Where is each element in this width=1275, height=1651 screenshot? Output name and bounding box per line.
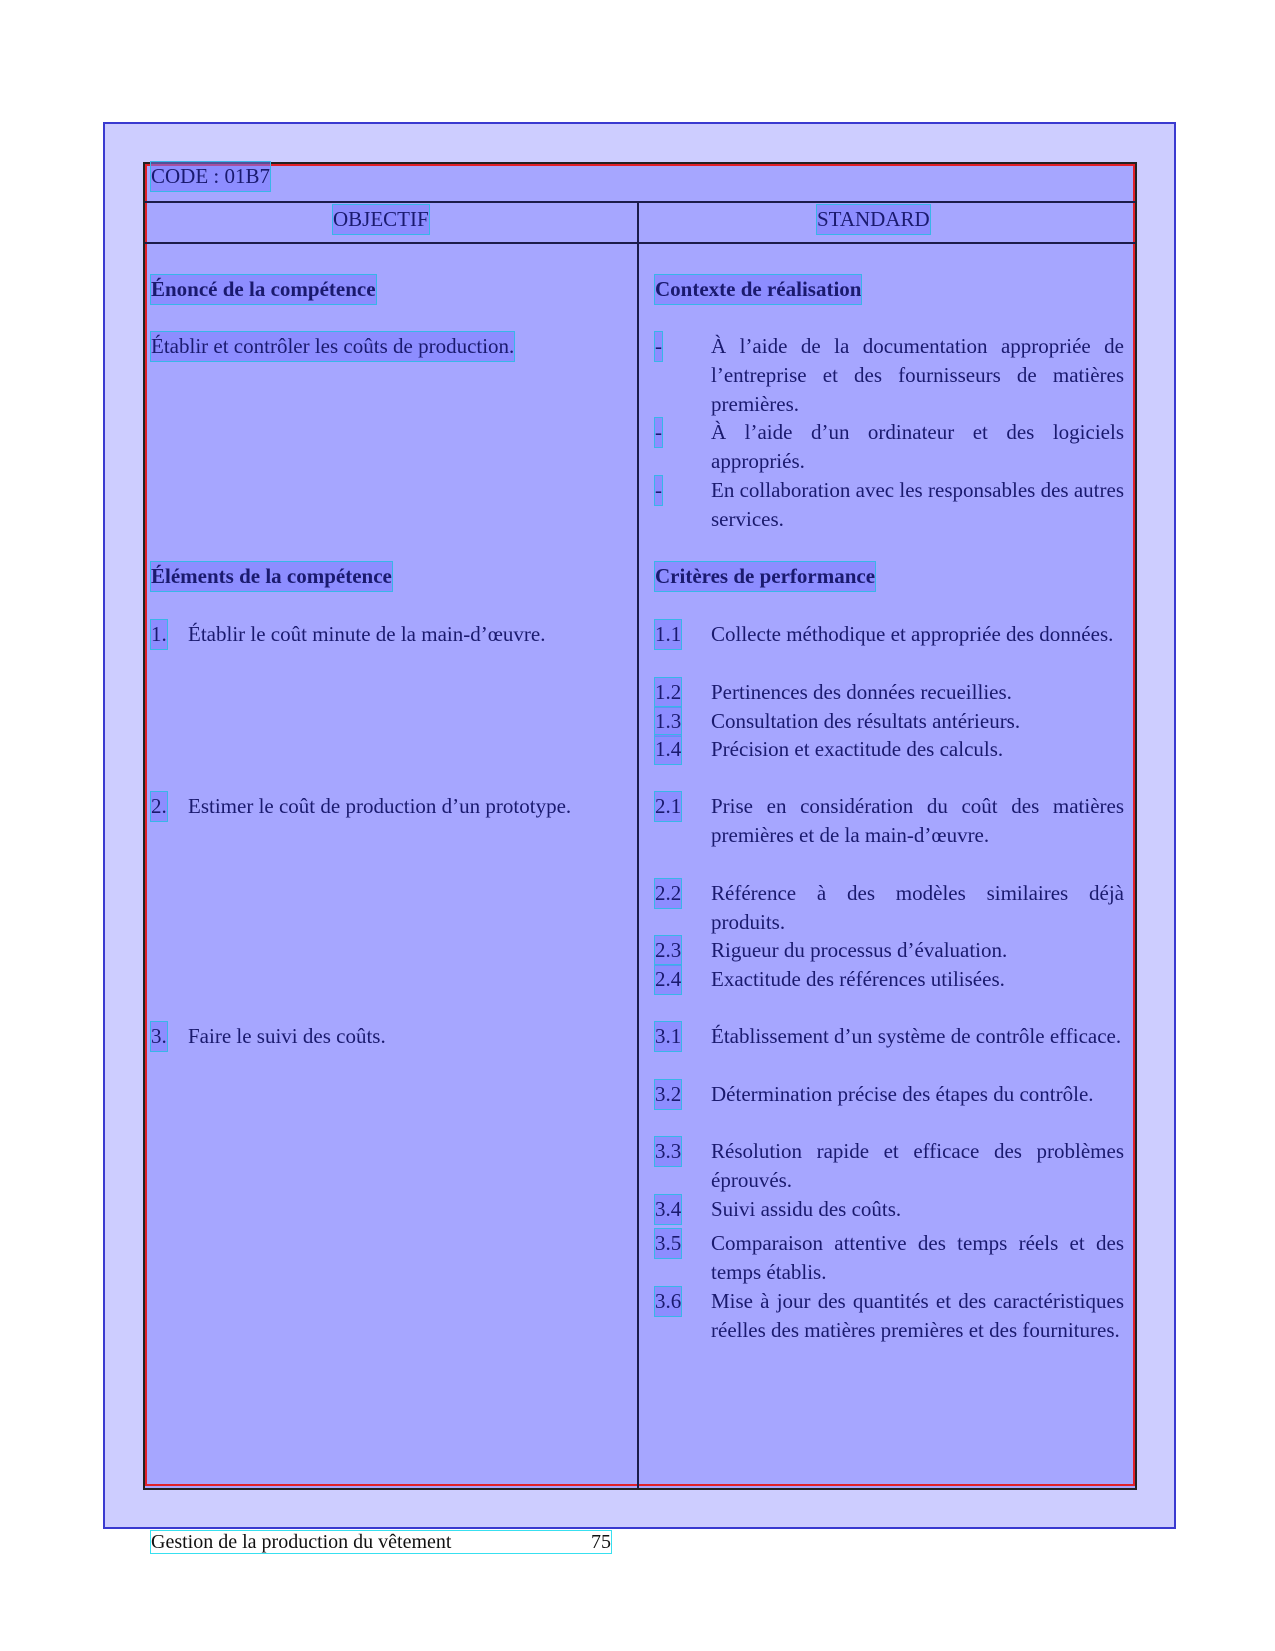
critere-text: Comparaison attentive des temps réels et des temps établis. [711,1231,1124,1284]
critere-text: Exactitude des références utilisées. [711,967,1005,991]
element-text: Estimer le coût de production d’un prototype. [188,794,572,818]
critere-number: 2.4 [655,965,681,994]
critere-text: Établissement d’un système de contrôle efficace. [711,1024,1122,1048]
contexte-bullet: - [655,332,662,361]
enonce-title: Énoncé de la compétence [151,275,376,304]
header-standard: STANDARD [817,205,930,234]
critere-text: Consultation des résultats antérieurs. [711,709,1021,733]
critere-number: 3.5 [655,1229,681,1258]
critere-number: 3.6 [655,1287,681,1316]
critere-text: Prise en considération du coût des matières premières et de la main-d’œuvre. [711,794,1124,847]
critere-text: Rigueur du processus d’évaluation. [711,938,1008,962]
critere-text: Mise à jour des quantités et des caractéristiques réelles des matières premières et des fournitures. [711,1289,1124,1342]
elements-title: Éléments de la compétence [151,562,392,591]
critere-text: Précision et exactitude des calculs. [711,737,1004,761]
critere-text: Pertinences des données recueillies. [711,680,1012,704]
element-text: Faire le suivi des coûts. [188,1024,386,1048]
page-number: 75 [591,1531,611,1553]
criteres-title: Critères de performance [655,562,875,591]
critere-number: 3.2 [655,1080,681,1109]
critere-number: 2.2 [655,879,681,908]
footer-title: Gestion de la production du vêtement [151,1531,452,1553]
element-number: 3. [151,1022,167,1051]
critere-text: Détermination précise des étapes du contrôle. [711,1082,1094,1106]
contexte-title: Contexte de réalisation [655,275,861,304]
critere-number: 1.2 [655,678,681,707]
element-text: Établir le coût minute de la main-d’œuvre. [188,622,546,646]
critere-number: 1.4 [655,735,681,764]
element-number: 1. [151,620,167,649]
contexte-bullet: - [655,418,662,447]
contexte-item: En collaboration avec les responsables des autres services. [711,478,1124,531]
element-number: 2. [151,792,167,821]
critere-text: Collecte méthodique et appropriée des données. [711,622,1114,646]
critere-number: 1.1 [655,620,681,649]
header-divider-top [145,201,1135,203]
column-divider [637,201,639,1488]
critere-number: 3.1 [655,1022,681,1051]
page-footer [151,1531,611,1553]
critere-number: 3.3 [655,1137,681,1166]
contexte-bullet: - [655,476,662,505]
enonce-text: Établir et contrôler les coûts de production. [151,332,514,361]
critere-text: Référence à des modèles similaires déjà produits. [711,881,1124,934]
critere-text: Suivi assidu des coûts. [711,1197,902,1221]
critere-text: Résolution rapide et efficace des problèmes éprouvés. [711,1139,1124,1192]
critere-number: 2.1 [655,792,681,821]
critere-number: 2.3 [655,936,681,965]
header-objectif: OBJECTIF [333,205,429,234]
critere-number: 3.4 [655,1195,681,1224]
critere-number: 1.3 [655,707,681,736]
contexte-item: À l’aide de la documentation appropriée de l’entreprise et des fournisseurs de matières premières. [711,334,1124,416]
contexte-item: À l’aide d’un ordinateur et des logiciels appropriés. [711,420,1124,473]
competence-code: CODE : 01B7 [151,162,270,191]
header-divider-bottom [145,242,1135,244]
